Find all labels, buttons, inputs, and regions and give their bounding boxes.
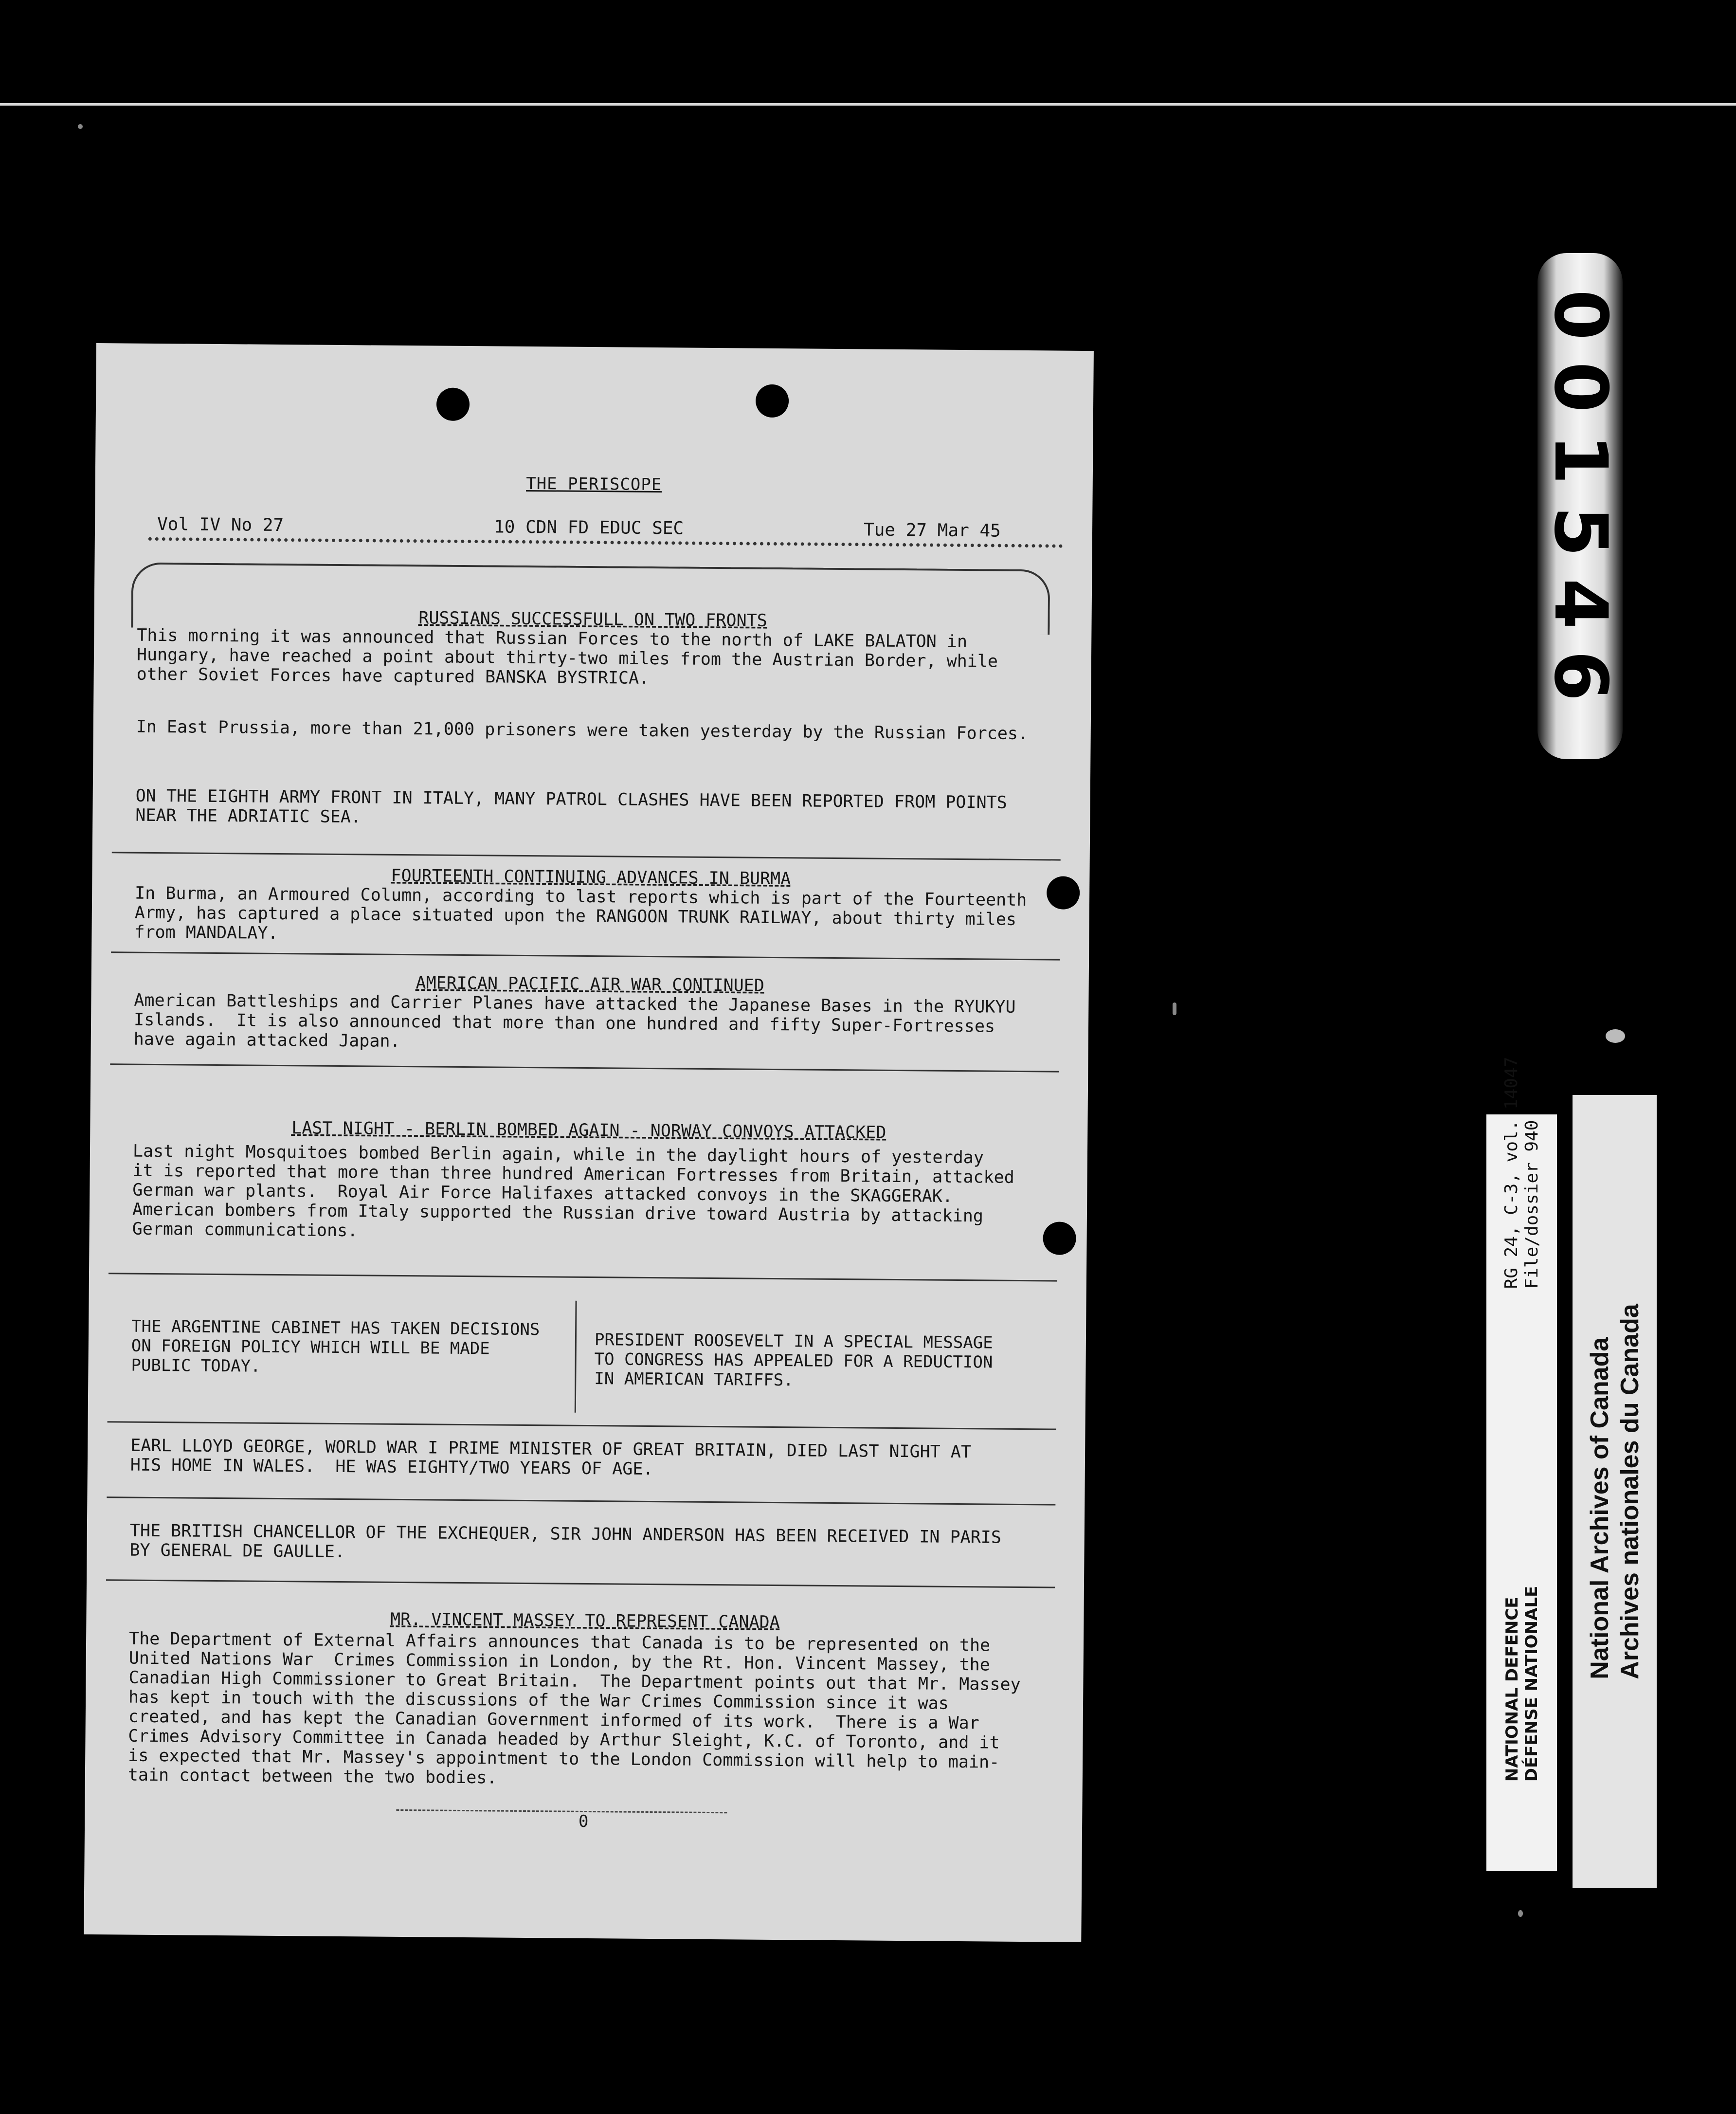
section-headline: MR. VINCENT MASSEY TO REPRESENT CANADA bbox=[390, 1609, 780, 1633]
department-name bbox=[1502, 1586, 1541, 1782]
section-body: In Burma, an Armoured Column, according to last reports which is part of the Fourteenth Army, has captured a place situated upon the RANGOON TRUNK RAILWAY, about thirty miles from MANDALAY. bbox=[134, 883, 1027, 943]
film-frame-number-text: 001546 bbox=[1537, 289, 1623, 723]
section-divider bbox=[107, 1496, 1055, 1505]
section-body: The Department of External Affairs announces that Canada is to be represented on the United Nations War Crimes Commission in London, by the Rt. Hon. Vincent Massey, the Canadian High Commissioner to Great Britain. The Department points out that Mr. Massey has kept in touch with the discussions of the War Crimes Commission since it was created, and has kept the Canadian Government informed of its work. There is a War Crimes Advisory Committee in Canada headed by Arthur Sleight, K.C. of Toronto, and it is expected that Mr. Massey's appointment to the London Commission will help to main- tain contact between the two bodies. bbox=[127, 1629, 1021, 1788]
bulletin-date: Tue 27 Mar 45 bbox=[863, 520, 1001, 541]
section-body: ON THE EIGHTH ARMY FRONT IN ITALY, MANY PATROL CLASHES HAVE BEEN REPORTED FROM POINTS NEAR THE ADRIATIC SEA. bbox=[135, 786, 1007, 827]
punch-hole bbox=[756, 384, 789, 418]
section-divider bbox=[112, 852, 1061, 860]
dust-speck bbox=[78, 124, 83, 129]
section-body: In East Prussia, more than 21,000 prisoners were taken yesterday by the Russian Forces. bbox=[136, 717, 1029, 744]
archive-reference bbox=[1501, 1057, 1542, 1289]
dust-speck bbox=[1606, 1029, 1625, 1043]
department-name-fr: DÉFENSE NATIONALE bbox=[1521, 1586, 1541, 1782]
section-headline: FOURTEENTH CONTINUING ADVANCES IN BURMA bbox=[391, 866, 791, 889]
section-body: EARL LLOYD GEORGE, WORLD WAR I PRIME MINISTER OF GREAT BRITAIN, DIED LAST NIGHT AT HIS HOME IN WALES. HE WAS EIGHTY/TWO YEARS OF AGE. bbox=[130, 1436, 972, 1479]
section-divider bbox=[110, 1063, 1059, 1072]
section-divider bbox=[106, 1579, 1055, 1588]
bulletin-volume: Vol IV No 27 bbox=[157, 514, 284, 536]
archive-reference-label bbox=[1486, 1057, 1557, 1871]
section-divider bbox=[108, 1421, 1056, 1430]
section-body: Last night Mosquitoes bombed Berlin again, while in the daylight hours of yesterday it is reported that more than three hundred American Fortresses from Britain, attacked German war plants. Royal Air Force Halifaxes attacked convoys in the SKAGGERAK. American bombers from Italy supported the Russian drive toward Austria by attacking German communications. bbox=[132, 1141, 1014, 1241]
brief-left: THE ARGENTINE CABINET HAS TAKEN DECISIONS ON FOREIGN POLICY WHICH WILL BE MADE PUBLIC TODAY. bbox=[131, 1316, 540, 1376]
section-body: This morning it was announced that Russian Forces to the north of LAKE BALATON in Hungary, have reached a point about thirty-two miles from the Austrian Border, while other Soviet Forces have captured BANSKA BYSTRICA. bbox=[136, 625, 998, 688]
bulletin-unit: 10 CDN FD EDUC SEC bbox=[493, 517, 684, 539]
section-divider bbox=[111, 951, 1060, 960]
punch-hole bbox=[436, 387, 470, 421]
archive-reference-line1: RG 24, C-3, vol. 14047 bbox=[1501, 1057, 1521, 1289]
archive-reference-line2: File/dossier 940 bbox=[1521, 1120, 1542, 1289]
department-name-en: NATIONAL DEFENCE bbox=[1502, 1597, 1522, 1782]
section-headline: AMERICAN PACIFIC AIR WAR CONTINUED bbox=[416, 973, 765, 996]
bulletin-page bbox=[84, 343, 1094, 1942]
column-divider bbox=[575, 1301, 577, 1413]
archives-name bbox=[1585, 1304, 1645, 1679]
archives-name-fr: Archives nationales du Canada bbox=[1615, 1304, 1644, 1679]
dust-speck bbox=[1173, 1002, 1176, 1015]
archives-label bbox=[1573, 1095, 1657, 1888]
section-headline: LAST NIGHT - BERLIN BOMBED AGAIN - NORWAY CONVOYS ATTACKED bbox=[291, 1118, 886, 1143]
bulletin-masthead: THE PERISCOPE bbox=[526, 474, 662, 495]
film-border-line bbox=[0, 103, 1736, 106]
section-body: American Battleships and Carrier Planes have attacked the Japanese Bases in the RYUKYU Islands. It is also announced that more than one hundred and fifty Super-Fortresses have again attacked Japan. bbox=[133, 990, 1016, 1051]
brief-right: PRESIDENT ROOSEVELT IN A SPECIAL MESSAGE TO CONGRESS HAS APPEALED FOR A REDUCTION IN AMERICAN TARIFFS. bbox=[594, 1330, 993, 1390]
film-frame-number bbox=[1537, 253, 1623, 759]
dust-speck bbox=[1518, 1910, 1523, 1917]
archives-name-en: National Archives of Canada bbox=[1585, 1337, 1614, 1679]
section-headline: RUSSIANS SUCCESSFULL ON TWO FRONTS bbox=[418, 608, 767, 631]
section-divider bbox=[108, 1273, 1057, 1281]
end-mark: 0 bbox=[578, 1811, 589, 1832]
punch-hole bbox=[1043, 1221, 1076, 1255]
section-body: THE BRITISH CHANCELLOR OF THE EXCHEQUER, SIR JOHN ANDERSON HAS BEEN RECEIVED IN PARIS BY GENERAL DE GAULLE. bbox=[129, 1521, 1002, 1562]
